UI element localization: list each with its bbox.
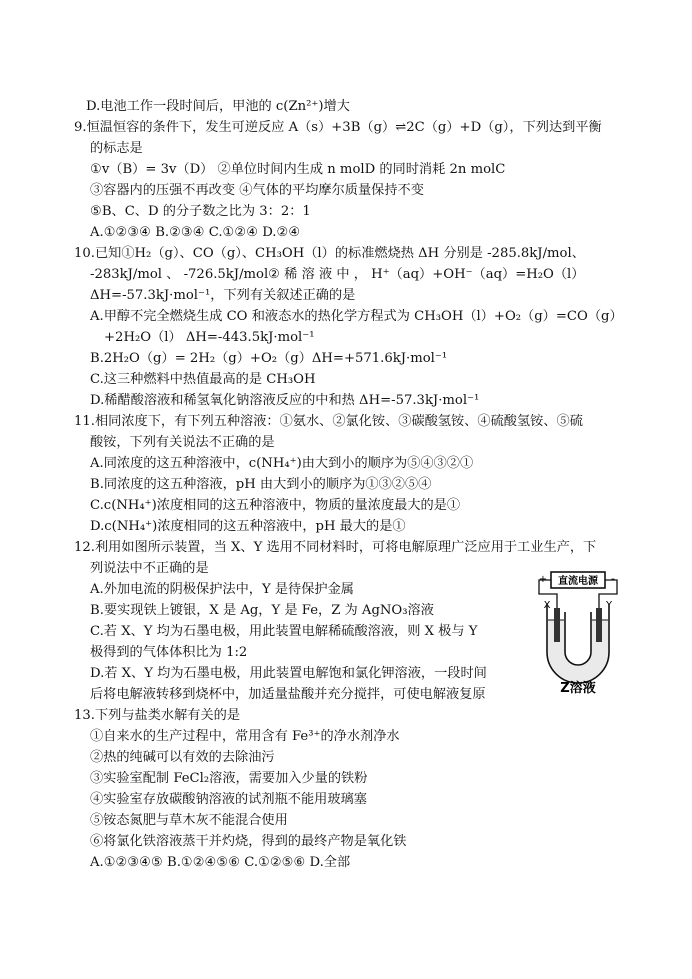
q13-item-4: ④实验室存放碳酸钠溶液的试剂瓶不能用玻璃塞 <box>90 792 367 807</box>
q8-option-d: D.电池工作一段时间后，甲池的 c(Zn²⁺)增大 <box>86 99 350 114</box>
q11-option-c: C.c(NH₄⁺)浓度相同的这五种溶液中，物质的量浓度最大的是① <box>90 498 461 513</box>
q12-option-c-cont: 极得到的气体体积比为 1:2 <box>90 645 248 660</box>
q12-option-b: B.要实现铁上镀银，X 是 Ag，Y 是 Fe，Z 为 AgNO₃溶液 <box>90 603 434 618</box>
q11-stem-cont: 酸铵，下列有关说法不正确的是 <box>90 435 275 450</box>
q10-stem: 10.已知①H₂（g）、CO（g）、CH₃OH（l）的标准燃烧热 ΔH 分别是 -285.8kJ/mol、 <box>74 246 585 261</box>
q10-option-a: A.甲醇不完全燃烧生成 CO 和液态水的热化学方程式为 CH₃OH（l）+O₂（g）=CO（g） <box>90 309 623 324</box>
q12-option-d-cont: 后将电解液转移到烧杯中，加适量盐酸并充分搅拌，可使电解液复原 <box>90 687 486 702</box>
electrode-x <box>554 608 560 642</box>
q11-option-a: A.同浓度的这五种溶液中，c(NH₄⁺)由大到小的顺序为⑤④③②① <box>90 456 474 471</box>
y-label: Y <box>605 600 613 611</box>
minus-terminal: - <box>611 572 615 585</box>
q13-item-2: ②热的纯碱可以有效的去除油污 <box>90 750 275 765</box>
q12-option-d: D.若 X、Y 均为石墨电极，用此装置电解饱和氯化钾溶液，一段时间 <box>90 666 487 681</box>
q12-option-c: C.若 X、Y 均为石墨电极，用此装置电解稀硫酸溶液，则 X 极与 Y <box>90 624 478 639</box>
q10-option-b: B.2H₂O（g）= 2H₂（g）+O₂（g）ΔH=+571.6kJ·mol⁻¹ <box>90 351 448 366</box>
electrolysis-apparatus-figure <box>535 568 621 696</box>
q10-stem-cont: -283kJ/mol 、 -726.5kJ/mol② 稀 溶 液 中 ， H⁺（aq）+OH⁻（aq）=H₂O（l） <box>90 267 585 282</box>
q9-items-1-2: ①v（B）= 3v（D） ②单位时间内生成 n molD 的同时消耗 2n molC <box>90 162 506 177</box>
q13-item-1: ①自来水的生产过程中，常用含有 Fe³⁺的净水剂净水 <box>90 729 400 744</box>
dc-power-label: 直流电源 <box>558 576 598 587</box>
q12-stem: 12.利用如图所示装置，当 X、Y 选用不同材料时，可将电解原理广泛应用于工业生产，下 <box>74 540 597 555</box>
q13-stem: 13.下列与盐类水解有关的是 <box>74 708 241 723</box>
q9-stem: 9.恒温恒容的条件下，发生可逆反应 A（s）+3B（g）⇌2C（g）+D（g），下列达到平衡 <box>74 120 602 135</box>
q9-stem-cont: 的标志是 <box>90 141 143 156</box>
q11-option-d: D.c(NH₄⁺)浓度相同的这五种溶液中，pH 最大的是① <box>90 519 406 534</box>
q9-item-5: ⑤B、C、D 的分子数之比为 3：2：1 <box>90 204 311 219</box>
q9-choices: A.①②③④ B.②③④ C.①②④ D.②④ <box>90 225 301 240</box>
q10-option-a-cont: +2H₂O（l） ΔH=-443.5kJ·mol⁻¹ <box>104 330 315 345</box>
plus-terminal: + <box>538 574 548 585</box>
q13-item-6: ⑥将氯化铁溶液蒸干并灼烧，得到的最终产物是氧化铁 <box>90 834 407 849</box>
q13-item-3: ③实验室配制 FeCl₂溶液，需要加入少量的铁粉 <box>90 771 368 786</box>
q9-items-3-4: ③容器内的压强不再改变 ④气体的平均摩尔质量保持不变 <box>90 183 424 198</box>
u-tube-inner <box>565 612 591 665</box>
q10-option-c: C.这三种燃料中热值最高的是 CH₃OH <box>90 372 316 387</box>
q10-stem-cont-2: ΔH=-57.3kJ·mol⁻¹，下列有关叙述正确的是 <box>90 288 356 303</box>
q11-option-b: B.同浓度的这五种溶液，pH 由大到小的顺序为①③②⑤④ <box>90 477 432 492</box>
solution-label: Z溶液 <box>560 681 596 696</box>
electrode-y <box>596 608 602 642</box>
q13-item-5: ⑤铵态氮肥与草木灰不能混合使用 <box>90 813 288 828</box>
q12-stem-cont: 列说法中不正确的是 <box>90 561 209 576</box>
q12-option-a: A.外加电流的阴极保护法中，Y 是待保护金属 <box>90 582 354 597</box>
q13-choices: A.①②③④⑤ B.①②④⑤⑥ C.①②⑤⑥ D.全部 <box>90 855 351 870</box>
x-label: X <box>543 600 551 611</box>
q10-option-d: D.稀醋酸溶液和稀氢氧化钠溶液反应的中和热 ΔH=-57.3kJ·mol⁻¹ <box>90 393 480 408</box>
q11-stem: 11.相同浓度下，有下列五种溶液：①氨水、②氯化铵、③碳酸氢铵、④硫酸氢铵、⑤硫 <box>74 414 583 429</box>
